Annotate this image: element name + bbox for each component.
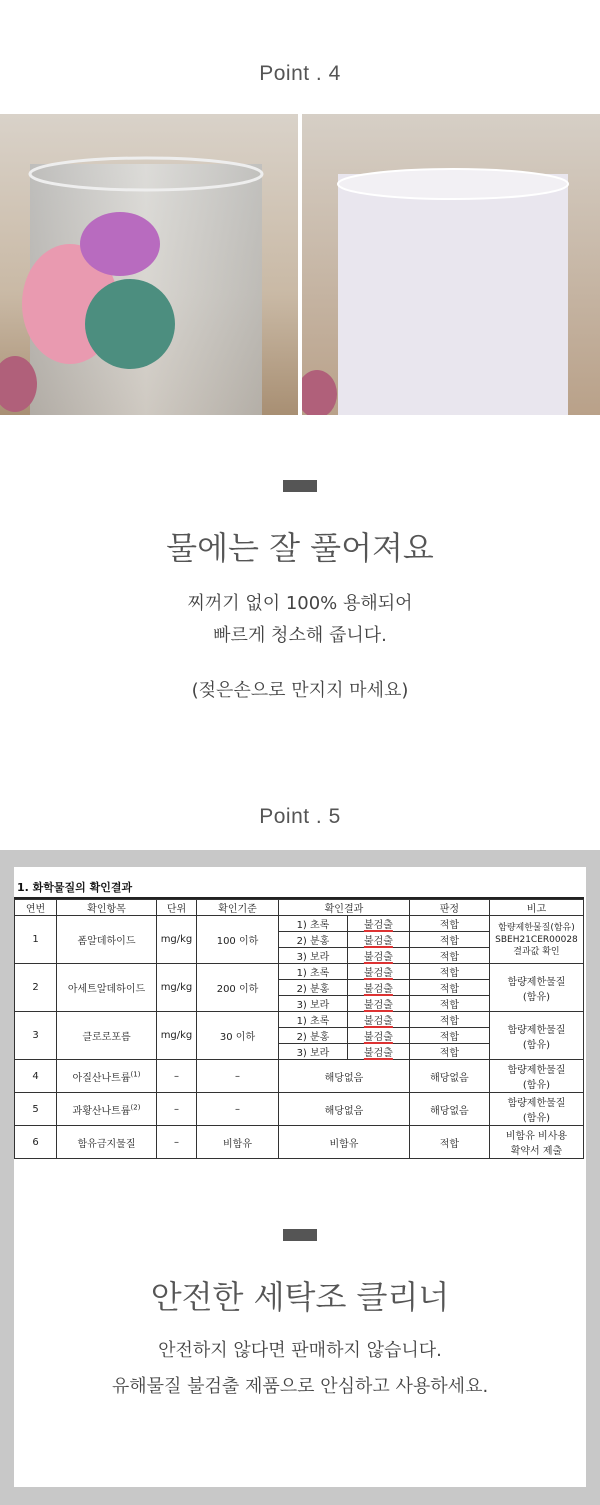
header-no: 연번 — [15, 900, 57, 916]
point4-label: Point . 4 — [259, 62, 341, 85]
cell-standard: 30 이하 — [197, 1012, 279, 1060]
report-panel — [0, 850, 600, 1505]
cell-result: 불검출 — [347, 916, 409, 932]
cell-result: 불검출 — [347, 1044, 409, 1060]
remark-line: 함량제한물질 — [507, 1065, 566, 1076]
item-name: 과황산나트륨 — [72, 1105, 131, 1117]
cell-no: 4 — [15, 1060, 57, 1093]
cell-sample: 3) 보라 — [279, 996, 348, 1012]
table-row — [15, 916, 584, 932]
point4-line1: 찌꺼기 없이 100% 용해되어 — [187, 593, 413, 614]
item-name: 아질산나트륨 — [72, 1072, 131, 1084]
cell-unit: – — [157, 1060, 197, 1093]
footnote-mark: (2) — [130, 1103, 141, 1112]
cell-no: 2 — [15, 964, 57, 1012]
cell-judgement: 적합 — [409, 996, 489, 1012]
cell-judgement: 적합 — [409, 916, 489, 932]
cell-no: 5 — [15, 1093, 57, 1126]
report-section-title: 1. 화학물질의 확인결과 — [14, 877, 584, 899]
cell-remark — [489, 1012, 583, 1060]
cell-judgement: 적합 — [409, 964, 489, 980]
cell-sample: 3) 보라 — [279, 948, 348, 964]
footnote-mark: (1) — [130, 1070, 141, 1079]
cell-unit: – — [157, 1093, 197, 1126]
cell-unit: mg/kg — [157, 916, 197, 964]
cell-judgement: 해당없음 — [409, 1060, 489, 1093]
divider-bar — [283, 480, 317, 492]
cell-standard: 100 이하 — [197, 916, 279, 964]
cell-sample: 2) 분홍 — [279, 980, 348, 996]
divider-bar — [283, 1229, 317, 1241]
cell-standard: – — [197, 1060, 279, 1093]
header-unit: 단위 — [157, 900, 197, 916]
cell-judgement: 적합 — [409, 1044, 489, 1060]
cell-no: 1 — [15, 916, 57, 964]
cell-result: 비함유 — [279, 1126, 410, 1159]
header-item: 확인항목 — [57, 900, 157, 916]
point5-line2: 유해물질 불검출 제품으로 안심하고 사용하세요. — [111, 1376, 489, 1397]
table-row — [15, 1012, 584, 1028]
cell-result: 불검출 — [347, 1028, 409, 1044]
table-header-row — [15, 900, 584, 916]
cell-result: 불검출 — [347, 980, 409, 996]
remark-line: SBEH21CER00028 — [495, 934, 578, 945]
cell-no: 3 — [15, 1012, 57, 1060]
cell-result: 해당없음 — [279, 1060, 410, 1093]
cell-remark — [489, 1093, 583, 1126]
report-card — [14, 867, 586, 1487]
photo-comparison — [0, 114, 600, 415]
cell-result: 불검출 — [347, 964, 409, 980]
cell-item: 아세트알데하이드 — [57, 964, 157, 1012]
header-standard: 확인기준 — [197, 900, 279, 916]
cell-standard: 200 이하 — [197, 964, 279, 1012]
cell-remark — [489, 964, 583, 1012]
remark-line: 함량제한물질(함유) — [498, 922, 575, 933]
remark-line: 함량제한물질 — [507, 976, 566, 988]
point4-line2: 빠르게 청소해 줍니다. — [213, 625, 387, 646]
header-judgement: 판정 — [409, 900, 489, 916]
photo-before-dissolve — [0, 114, 298, 415]
header-result: 확인결과 — [279, 900, 410, 916]
point5-line1: 안전하지 않다면 판매하지 않습니다. — [158, 1340, 442, 1361]
cell-sample: 1) 초록 — [279, 916, 348, 932]
cell-item — [57, 1093, 157, 1126]
cell-judgement: 적합 — [409, 932, 489, 948]
cell-remark — [489, 1126, 583, 1159]
cell-item: 함유금지물질 — [57, 1126, 157, 1159]
cell-judgement: 적합 — [409, 1028, 489, 1044]
cell-standard: – — [197, 1093, 279, 1126]
cell-judgement: 적합 — [409, 1012, 489, 1028]
cell-standard: 비함유 — [197, 1126, 279, 1159]
cell-unit: – — [157, 1126, 197, 1159]
cell-remark — [489, 916, 583, 964]
cell-no: 6 — [15, 1126, 57, 1159]
table-row — [15, 1126, 584, 1159]
cell-remark — [489, 1060, 583, 1093]
header-remark: 비고 — [489, 900, 583, 916]
table-row — [15, 1060, 584, 1093]
table-row — [15, 964, 584, 980]
cell-judgement: 적합 — [409, 980, 489, 996]
remark-line: (함유) — [522, 1039, 551, 1051]
cell-judgement: 적합 — [409, 1126, 489, 1159]
remark-line: 함량제한물질 — [507, 1024, 566, 1036]
cell-sample: 1) 초록 — [279, 1012, 348, 1028]
cell-item: 폼알데하이드 — [57, 916, 157, 964]
cell-result: 불검출 — [347, 932, 409, 948]
cell-sample: 3) 보라 — [279, 1044, 348, 1060]
cell-judgement: 적합 — [409, 948, 489, 964]
cell-item — [57, 1060, 157, 1093]
cell-result: 불검출 — [347, 1012, 409, 1028]
cell-unit: mg/kg — [157, 1012, 197, 1060]
cell-result: 불검출 — [347, 996, 409, 1012]
remark-line: (함유) — [522, 991, 551, 1003]
remark-line: (함유) — [522, 1080, 551, 1091]
point4-note: (젖은손으로 만지지 마세요) — [191, 680, 409, 701]
cell-judgement: 해당없음 — [409, 1093, 489, 1126]
cell-unit: mg/kg — [157, 964, 197, 1012]
point5-label: Point . 5 — [259, 805, 341, 828]
photo-after-dissolve — [302, 114, 600, 415]
remark-line: 함량제한물질 — [507, 1098, 566, 1109]
cell-sample: 2) 분홍 — [279, 932, 348, 948]
cell-item: 클로로포름 — [57, 1012, 157, 1060]
remark-line: 비함유 비사용 — [505, 1131, 568, 1142]
result-table — [14, 899, 584, 1159]
cell-result: 불검출 — [347, 948, 409, 964]
remark-line: (함유) — [522, 1113, 551, 1124]
cell-result: 해당없음 — [279, 1093, 410, 1126]
remark-line: 확약서 제출 — [510, 1146, 563, 1157]
cell-sample: 2) 분홍 — [279, 1028, 348, 1044]
point4-headline: 물에는 잘 풀어져요 — [166, 529, 434, 567]
table-row — [15, 1093, 584, 1126]
remark-line: 결과값 확인 — [513, 946, 560, 957]
test-report — [14, 877, 586, 1217]
point5-headline: 안전한 세탁조 클리너 — [150, 1278, 450, 1316]
cell-sample: 1) 초록 — [279, 964, 348, 980]
